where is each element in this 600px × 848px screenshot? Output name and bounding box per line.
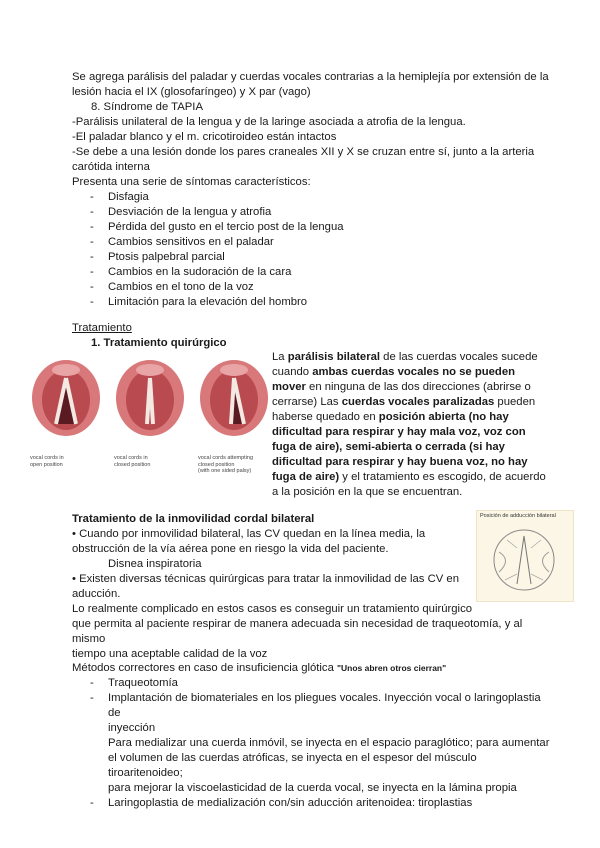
list-item: - Cambios en el tono de la voz [72, 280, 550, 295]
list-item: - Limitación para la elevación del hombro [72, 295, 550, 310]
inmovilidad-section [72, 512, 472, 617]
text-run: pueden haberse quedado en [272, 396, 536, 423]
intro-line-1: Se agrega parálisis del paladar y cuerdas vocales contrarias a la hemiplejía por extensión de la [72, 71, 549, 83]
vocal-cords-palsy-figure [198, 358, 270, 475]
caption-line: vocal cords attempting [198, 455, 254, 461]
caption-line: open position [30, 461, 63, 468]
caption-line: closed position [198, 461, 235, 468]
inmovilidad-heading: Tratamiento de la inmovilidad cordal bilateral [72, 513, 315, 525]
list-item: - Disfagia [72, 190, 550, 205]
tratamiento-section [72, 321, 550, 351]
caption-line: vocal cords in [114, 455, 148, 461]
vocal-cords-figures [30, 358, 270, 498]
inmovilidad-line: Lo realmente complicado en estos casos es conseguir un tratamiento quirúrgico [72, 603, 473, 615]
text-bold: posición abierta (no hay dificultad para respirar y hay mala voz, voz con fuga de aire), semi-abierta o cerrada (si hay dificultad para respirar y hay buena voz, no hay fuga de aire) [272, 411, 528, 483]
caption-line: (with one sided palsy) [198, 468, 252, 474]
list-item: - Ptosis palpebral parcial [72, 250, 550, 265]
inmovilidad-line: tiempo una aceptable calidad de la voz [72, 648, 268, 660]
list-item: - Laringoplastia de medialización con/sin aducción aritenoidea: tiroplastias [72, 796, 550, 811]
presenta-line: Presenta una serie de síntomas característicos: [72, 176, 311, 188]
list-item-line: para mejorar la viscoelasticidad de la cuerda vocal, se inyecta en la lámina propia [108, 782, 517, 794]
inmovilidad-line: aducción. [72, 588, 121, 600]
vocal-cords-palsy-image [198, 358, 270, 450]
text-bold: ambas cuerdas vocales no se pueden mover [272, 366, 516, 393]
inmovilidad-line: • Cuando por inmovilidad bilateral, las CV quedan en la línea media, la [72, 528, 426, 540]
figure-caption [114, 455, 186, 468]
text-run: y el tratamiento es escogido, de acuerdo a la posición en la que se encuentran. [272, 471, 546, 498]
text-run: La [272, 351, 288, 363]
paralisis-paragraph [272, 350, 552, 500]
metodos-heading-text: Métodos correctores en caso de insuficiencia glótica [72, 662, 337, 674]
intro-section [72, 70, 550, 310]
list-item-line: - Implantación de biomateriales en los pliegues vocales. Inyección vocal o laringoplastia de [108, 692, 541, 719]
text-run: de las cuerdas vocales sucede cuando [272, 351, 538, 378]
tapia-point-3b: carótida interna [72, 161, 150, 173]
paralisis-text [272, 350, 552, 500]
list-item-line: inyección [108, 722, 156, 734]
vocal-cords-open-figure [30, 358, 102, 468]
vocal-cords-closed-figure [114, 358, 186, 468]
list-item: - Desviación de la lengua y atrofia [72, 205, 550, 220]
list-item: - Cambios sensitivos en el paladar [72, 235, 550, 250]
inmovilidad-line: obstrucción de la vía aérea pone en riesgo la vida del paciente. [72, 543, 389, 555]
vocal-cords-closed-image [114, 358, 186, 450]
inmovilidad-line: • Existen diversas técnicas quirúrgicas para tratar la inmovilidad de las CV en [72, 573, 459, 585]
symptom-list [72, 190, 550, 310]
figure-caption [30, 455, 102, 468]
metodos-section [72, 661, 550, 811]
tratamiento-quirurgico-heading: 1. Tratamiento quirúrgico [91, 337, 227, 349]
bilateral-adduction-figure [476, 510, 574, 602]
metodos-heading [72, 661, 550, 676]
metodos-list [72, 676, 550, 811]
tapia-point-2: -El paladar blanco y el m. cricotiroideo están intactos [72, 131, 337, 143]
inmovilidad-line: que permita al paciente respirar de manera adecuada sin necesidad de traqueotomía, y al mismo [72, 618, 523, 645]
list-item: - Cambios en la sudoración de la cara [72, 265, 550, 280]
caption-line: vocal cords in [30, 455, 64, 461]
inmovilidad-continued [72, 617, 550, 662]
list-item-line: el volumen de las cuerdas atróficas, se inyecta en el espesor del músculo tiroaritenoideo; [108, 752, 477, 779]
list-item: - Traqueotomía [72, 676, 550, 691]
figure-caption: Posición de adducción bilateral [480, 513, 556, 519]
text-bold: cuerdas vocales paralizadas [341, 396, 495, 408]
list-item: - Pérdida del gusto en el tercio post de la lengua [72, 220, 550, 235]
inmovilidad-line: Disnea inspiratoria [108, 558, 202, 570]
figure-caption [198, 455, 270, 475]
list-item [72, 691, 550, 796]
tratamiento-heading: Tratamiento [72, 322, 132, 334]
tapia-point-3a: -Se debe a una lesión donde los pares craneales XII y X se cruzan entre sí, junto a la arteria [72, 146, 535, 158]
caption-line: closed position [114, 461, 151, 468]
metodos-quote: "Unos abren otros cierran" [337, 663, 447, 673]
intro-line-2: lesión hacia el IX (glosofaríngeo) y X par (vago) [72, 86, 311, 98]
vocal-cords-open-image [30, 358, 102, 450]
list-item-line: Para medializar una cuerda inmóvil, se inyecta en el espacio paraglótico; para aumentar [108, 737, 550, 749]
text-bold: parálisis bilateral [287, 351, 381, 363]
text-run: en ninguna de las dos direcciones (abrirse o cerrarse) Las [272, 381, 531, 408]
tapia-point-1: -Parálisis unilateral de la lengua y de la laringe asociada a atrofia de la lengua. [72, 116, 466, 128]
tapia-heading: 8. Síndrome de TAPIA [91, 101, 203, 113]
larynx-diagram-image [477, 522, 571, 594]
